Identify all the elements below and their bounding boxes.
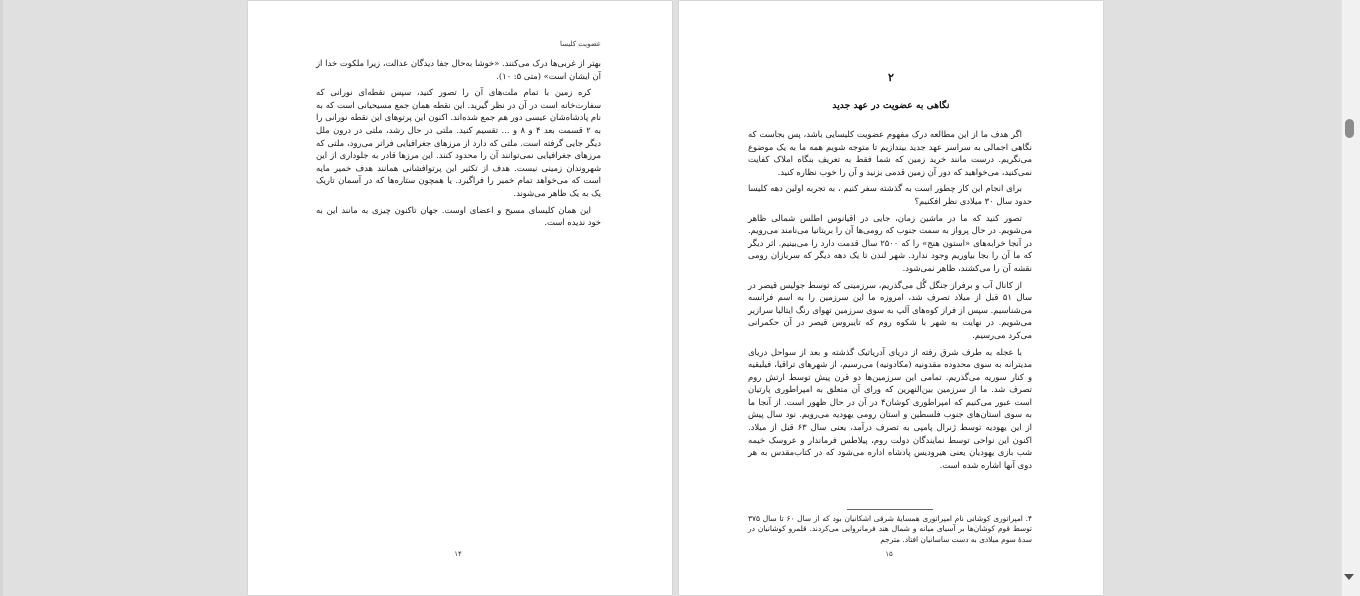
scrollbar-thumb[interactable] [1345,119,1354,138]
page-number: ۱۴ [454,550,462,558]
scroll-down-arrow-icon[interactable] [1344,574,1354,580]
paragraph: از کانال آب و برفراز جنگل گُل می‌گذریم، سرزمینی که توسط جولیس قیصر در سال ۵۱ قبل از میلاد تصرف شد، امروزه ما این سرزمین را به اسم فرانسه می‌شناسیم. سپس از فراز کوه‌های آلپ به سوی سرزمین تهوای رنگ ایتالیا سرازیر می‌شویم. در نهایت به شهر با شکوه روم که تایبروس قیصر در آن حکمرانی می‌کرد می‌رسیم. [748,279,1032,340]
page-14 [248,1,672,595]
chapter-number: ۲ [888,71,894,84]
running-head: عضویت کلیسا [559,40,601,48]
left-page-body [316,57,601,233]
footnote [748,514,1032,545]
footnote-divider [847,509,933,510]
page-15 [679,1,1103,595]
paragraph: این همان کلیسای مسیح و اعضای اوست. جهان تاکنون چیزی به مانند این به خود ندیده است. [316,204,601,228]
paragraph: بهتر از غربی‌ها درک می‌کنند. «خوشا به‌حال جفا دیدگان عدالت، زیرا ملکوت خدا از آن ایشان است» (متی ۵: ۱۰). [316,58,601,81]
paragraph: با عجله به طرف شرق رفته از دریای آدریاتیک گذشته و بعد از سواحل دریای مدیترانه به سوی محدوده مقدونیه (مکادونیه) می‌رسیم، از شهرهای تراقیا، فیلیقیه و کنار سوریه می‌گذریم. تمامی این سرزمین‌ها دو قرن پیش توسط ارتش روم تصرف شد. ما از سرزمین بین‌النهرین که ورای آن متعلق به امپراطوری پارتیان است عبور می‌کنیم که امپراطوری کوشان۴ در آن در حال ظهور است. از آنجا ما به سوی استان‌های جنوب فلسطین و استان رومی یهودیه می‌رویم. نود سال پیش از این یهودیه توسط ژنرال پامپی به تصرف درآمد، یعنی سال ۶۳ قبل از میلاد. اکنون این نواحی توسط نمایندگان دولت روم، پیلاطس فرماندار و عروسک خیمه شب بازی یهودیان یعنی هیرودیس پادشاه اداره می‌شود که در کتاب‌مقدس به هر دوی آنها اشاره شده است. [748,346,1033,470]
paragraph: برای انجام این کار چطور است به گذشته سفر کنیم ، به تجربه اولین دهه کلیسا حدود سال ۳۰ میلادی نظر افکنیم؟ [748,183,1032,206]
paragraph: کره زمین با تمام ملت‌های آن را تصور کنید، سپس نقطه‌ای نورانی که سفارت‌خانه است در آن در نظر گیرید. این نقطه همان جمع مسیحیانی است که به نام پادشاه‌شان عیسی دور هم جمع شده‌اند. اکنون این پرتوهای این نقطه نورانی را به ۲ قسمت بعد ۴ و ۸ و ... تقسیم کنید. ملتی در حال رشد، ملتی در درون ملل دیگر جایی گرفته است. ملتی که دارد از مرزهای جغرافیایی فراتر می‌رود، ملتی که مرزهای جغرافیایی نمی‌توانند آن را محدود کنند. این مرزها قادر به جلوداری از این شهروندان زمینی نیست. هدف از تکثیر این پرتوافشانی همانند هدف خمیر مایه است که می‌خواهد تمام خمیر را فراگیرد. یا همچون ستاره‌ها که در آسمان تاریک یک به یک ظاهر می‌شوند. [316,87,602,198]
paragraph: تصور کنید که ما در ماشین زمان، جایی در اقیانوس اطلس شمالی ظاهر می‌شویم. در حال پرواز به سمت جنوب که رومی‌ها آن را بریتانیا می‌نامند می‌رویم. در آنجا خرابه‌های «استون هنج» را که ۲۵۰۰ سال قدمت دارد را می‌بینیم. اثر دیگر که ما آن را بجا بیاوریم وجود ندارد. شهر لندن تا یک دهه دیگر که سربازان رومی نقشه آن را می‌کشند، ظاهر نمی‌شود. [748,212,1032,273]
chapter-title: نگاهی به عضویت در عهد جدید [832,100,950,111]
right-page-body [748,128,1032,475]
footnote-text: ۴. امپراتوری کوشانی نام امپراتوری همسایهٔ شرقی اشکانیان بود که از سال ۶۰ تا سال ۳۷۵ توسط قوم کوشان‌ها بر آسیای میانه و شمال هند فرمانروایی می‌کردند. قلمرو کوشانیان در سدهٔ سوم میلادی به دست ساسانیان افتاد. مترجم [748,514,1032,544]
page-number: ۱۵ [885,550,893,558]
vertical-scrollbar[interactable] [1341,0,1360,596]
paragraph: اگر هدف ما از این مطالعه درک مفهوم عضویت کلیسایی باشد، پس بجاست که نگاهی اجمالی به سراسر عهد جدید بیندازیم تا متوجه شویم همه ما به یک موضوع می‌نگریم. درست مانند خرید زمین که شما فقط به تعریف بنگاه املاک کفایت نمی‌کنید، می‌خواهید که دور آن زمین قدمی بزنید و آن را خوب نظاره کنید. [748,129,1032,177]
